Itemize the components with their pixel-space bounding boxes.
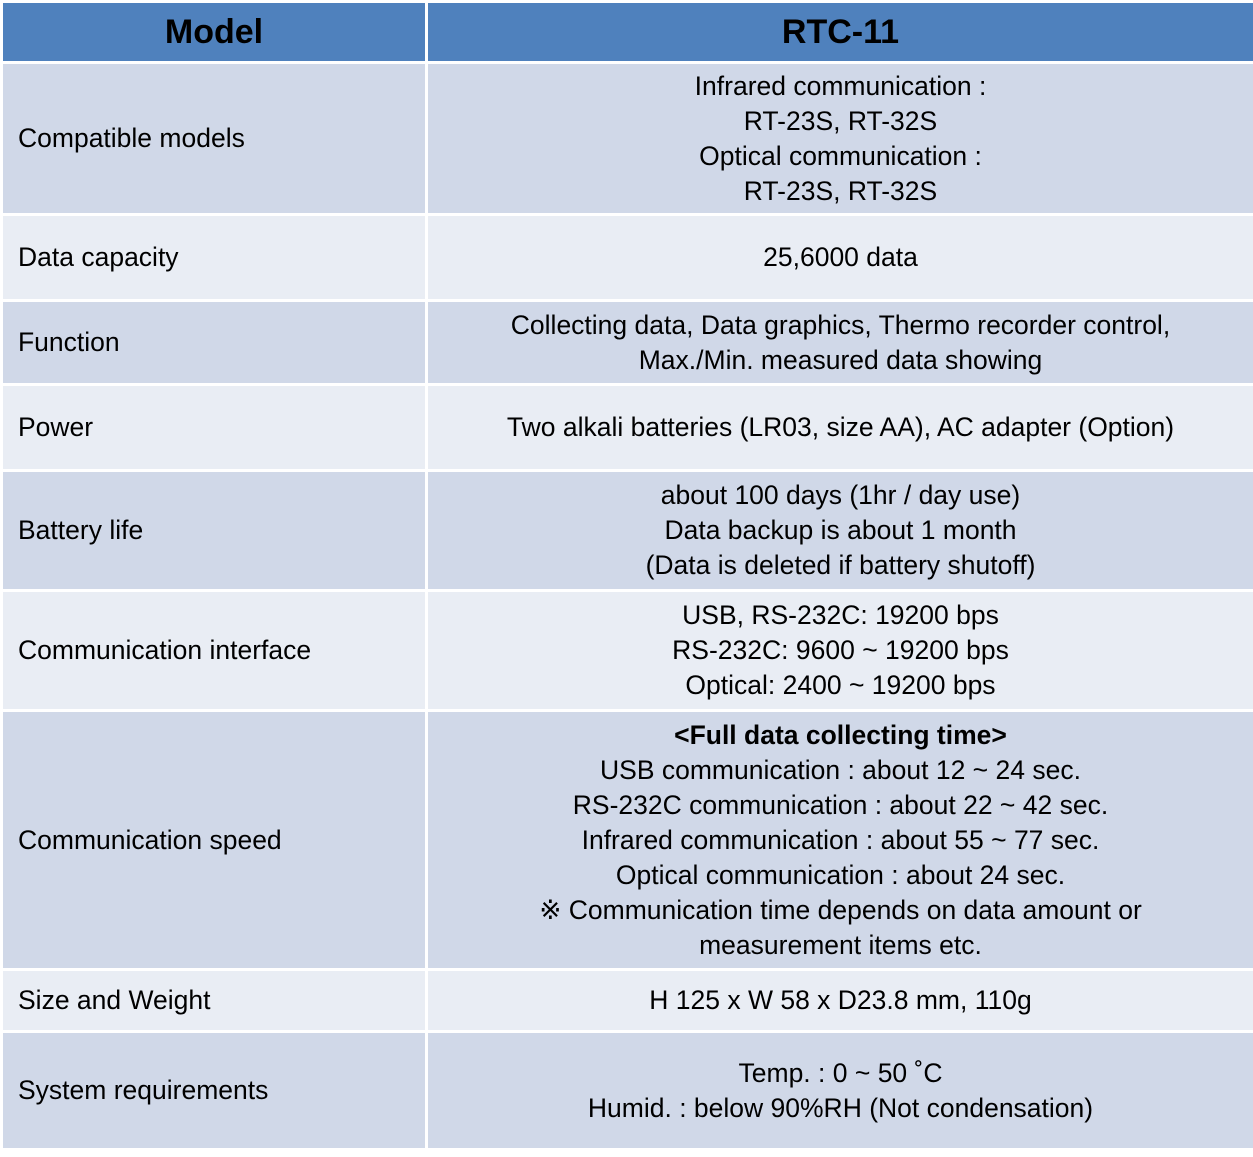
header-row [2, 2, 1253, 63]
value-line: 25,6000 data [763, 242, 918, 272]
value-line: ※ Communication time depends on data amount or [539, 894, 1142, 925]
value-line: RS-232C: 9600 ~ 19200 bps [672, 635, 1009, 665]
model-value-header: RTC-11 [427, 2, 1253, 63]
row-value-communication-interface [427, 591, 1253, 711]
value-line: measurement items etc. [699, 929, 982, 960]
row-label-function: Function [2, 301, 427, 385]
value-line: Data backup is about 1 month [664, 515, 1017, 545]
value-line: H 125 x W 58 x D23.8 mm, 110g [649, 985, 1032, 1015]
value-line: Infrared communication : about 55 ~ 77 sec. [581, 824, 1100, 855]
value-line: Optical communication : [699, 140, 982, 171]
value-line: Max./Min. measured data showing [638, 344, 1043, 375]
value-line: USB communication : about 12 ~ 24 sec. [600, 754, 1081, 785]
row-label-power: Power [2, 385, 427, 471]
value-line: USB, RS-232C: 19200 bps [682, 600, 999, 630]
value-line: Infrared communication : [694, 70, 987, 101]
value-line: RT-23S, RT-32S [743, 175, 938, 206]
row-label-data-capacity: Data capacity [2, 215, 427, 301]
table-row [2, 215, 1253, 301]
value-line: about 100 days (1hr / day use) [660, 480, 1021, 510]
table-row [2, 591, 1253, 711]
value-line: RS-232C communication : about 22 ~ 42 sec. [572, 789, 1109, 820]
value-heading: <Full data collecting time> [674, 719, 1007, 750]
table-row [2, 711, 1253, 970]
row-label-communication-speed: Communication speed [2, 711, 427, 970]
value-line: Humid. : below 90%RH (Not condensation) [587, 1092, 1094, 1123]
row-label-battery-life: Battery life [2, 471, 427, 591]
row-value-function [427, 301, 1253, 385]
table-row [2, 471, 1253, 591]
value-line: Optical: 2400 ~ 19200 bps [685, 670, 996, 700]
row-label-size-and-weight: Size and Weight [2, 970, 427, 1032]
value-line: Two alkali batteries (LR03, size AA), AC adapter (Option) [506, 412, 1175, 442]
value-line: (Data is deleted if battery shutoff) [645, 550, 1036, 580]
row-value-data-capacity [427, 215, 1253, 301]
value-line: Temp. : 0 ~ 50 ˚C [738, 1057, 943, 1088]
row-label-communication-interface: Communication interface [2, 591, 427, 711]
row-value-size-and-weight [427, 970, 1253, 1032]
row-value-power [427, 385, 1253, 471]
row-value-battery-life [427, 471, 1253, 591]
row-label-system-requirements: System requirements [2, 1032, 427, 1150]
table-row [2, 970, 1253, 1032]
row-value-compatible-models [427, 63, 1253, 215]
row-label-compatible-models: Compatible models [2, 63, 427, 215]
row-value-communication-speed [427, 711, 1253, 970]
table-row [2, 63, 1253, 215]
table-row [2, 385, 1253, 471]
model-header: Model [2, 2, 427, 63]
value-line: Collecting data, Data graphics, Thermo recorder control, [510, 309, 1171, 340]
table-row [2, 301, 1253, 385]
row-value-system-requirements [427, 1032, 1253, 1150]
value-line: Optical communication : about 24 sec. [615, 859, 1066, 890]
table-row [2, 1032, 1253, 1150]
value-line: RT-23S, RT-32S [743, 105, 938, 136]
